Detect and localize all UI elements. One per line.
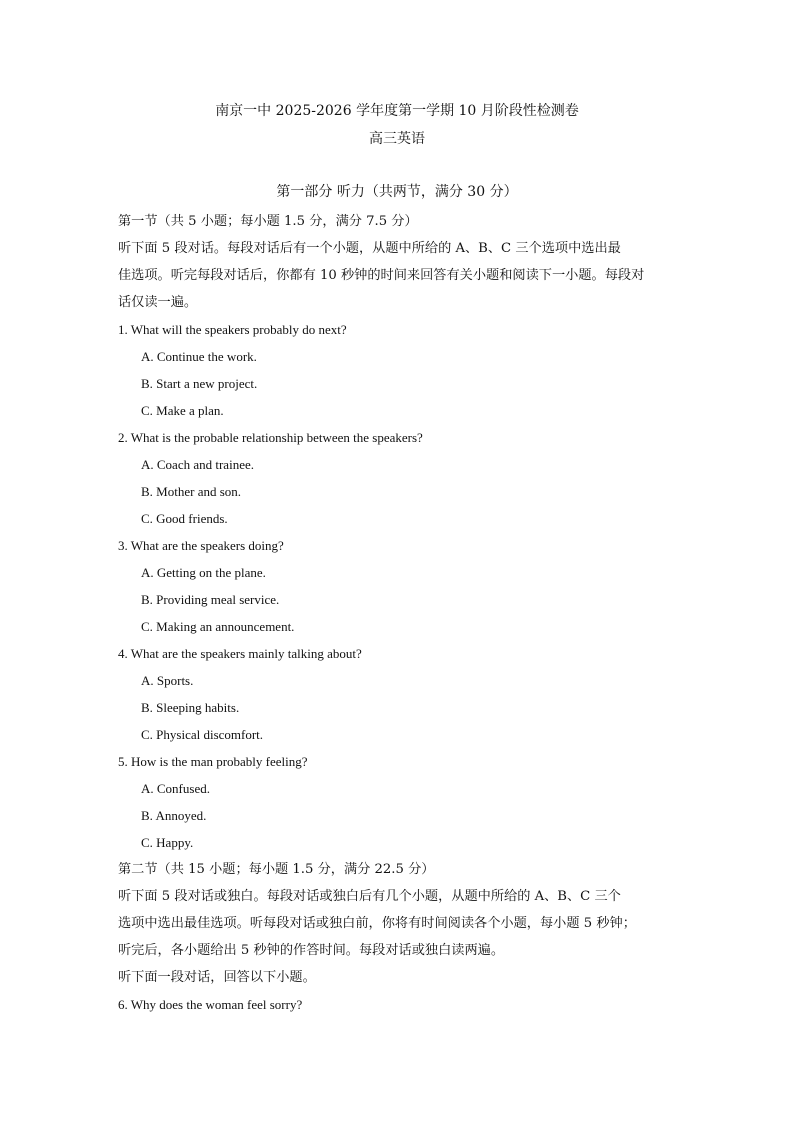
question-2: 2. What is the probable relationship between the speakers? — [118, 430, 423, 445]
question-4-option-b: B. Sleeping habits. — [141, 700, 240, 715]
instruction-line: 听下面 5 段对话或独白。每段对话或独白后有几个小题，从题中所给的 A、B、C 三个 — [118, 889, 621, 904]
question-1-option-a: A. Continue the work. — [141, 349, 257, 364]
part-title: 第一部分 听力（共两节，满分 30 分） — [276, 184, 518, 200]
question-5-option-c: C. Happy. — [141, 835, 194, 850]
question-1-option-c: C. Make a plan. — [141, 403, 224, 418]
question-5: 5. How is the man probably feeling? — [118, 754, 308, 769]
question-6: 6. Why does the woman feel sorry? — [118, 997, 303, 1012]
section1-heading: 第一节（共 5 小题；每小题 1.5 分，满分 7.5 分） — [118, 214, 418, 229]
section2-heading: 第二节（共 15 小题；每小题 1.5 分，满分 22.5 分） — [118, 862, 435, 877]
instruction-line: 听下面 5 段对话。每段对话后有一个小题，从题中所给的 A、B、C 三个选项中选出最 — [118, 241, 621, 256]
dialogue-intro: 听下面一段对话，回答以下小题。 — [118, 970, 316, 985]
question-2-option-a: A. Coach and trainee. — [141, 457, 254, 472]
question-2-option-b: B. Mother and son. — [141, 484, 242, 499]
instruction-line: 佳选项。听完每段对话后，你都有 10 秒钟的时间来回答有关小题和阅读下一小题。每段对 — [118, 268, 645, 283]
question-3-option-c: C. Making an announcement. — [141, 619, 295, 634]
question-4: 4. What are the speakers mainly talking about? — [118, 646, 362, 661]
exam-body — [118, 208, 680, 1018]
question-5-option-a: A. Confused. — [141, 781, 210, 796]
question-3: 3. What are the speakers doing? — [118, 538, 284, 553]
question-4-option-c: C. Physical discomfort. — [141, 727, 264, 742]
question-1: 1. What will the speakers probably do next? — [118, 322, 347, 337]
instruction-line: 选项中选出最佳选项。听每段对话或独白前，你将有时间阅读各个小题，每小题 5 秒钟； — [118, 916, 636, 931]
instruction-line: 话仅读一遍。 — [118, 295, 198, 310]
section2-instructions — [118, 883, 680, 964]
question-2-option-c: C. Good friends. — [141, 511, 228, 526]
question-3-option-a: A. Getting on the plane. — [141, 565, 266, 580]
question-1-option-b: B. Start a new project. — [141, 376, 258, 391]
exam-subtitle: 高三英语 — [369, 131, 425, 147]
question-3-option-b: B. Providing meal service. — [141, 592, 280, 607]
exam-title: 南京一中 2025-2026 学年度第一学期 10 月阶段性检测卷 — [215, 103, 579, 119]
question-5-option-b: B. Annoyed. — [141, 808, 207, 823]
section1-instructions — [118, 235, 680, 316]
question-4-option-a: A. Sports. — [141, 673, 194, 688]
instruction-line: 听完后，各小题给出 5 秒钟的作答时间。每段对话或独白读两遍。 — [118, 943, 505, 958]
